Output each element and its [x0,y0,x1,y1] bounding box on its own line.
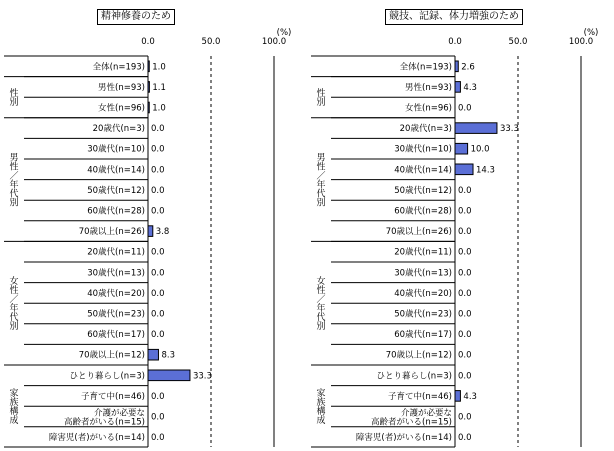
data-label: 0.0 [458,206,472,217]
data-label: 4.3 [463,82,477,93]
group-label: 性別 [314,88,325,107]
axis-tick-label: 100.0 [568,37,594,47]
data-label: 4.3 [463,391,477,402]
category-label: 60歳代(n=17) [87,330,145,341]
bar [455,123,497,134]
axis-tick-label: 0.0 [141,37,155,47]
group-label: 家族構成 [7,388,18,425]
category-label: 子育て中(n=46) [81,391,145,402]
bar [148,226,153,237]
category-label: 介護が必要な [93,408,145,419]
data-label: 33.3 [192,371,212,382]
data-label: 0.0 [458,288,472,299]
data-label: 0.0 [458,227,472,238]
data-label: 0.0 [458,268,472,279]
data-label: 0.0 [458,247,472,258]
data-label: 0.0 [151,268,165,279]
data-label: 1.0 [152,62,166,73]
data-label: 0.0 [458,309,472,320]
category-label: ひとり暮らし(n=3) [376,371,452,382]
bar [148,61,149,72]
data-label: 33.3 [499,124,519,135]
axis-tick-label: 100.0 [261,37,287,47]
data-label: 0.0 [151,433,165,444]
category-label: 20歳代(n=3) [92,124,145,135]
category-label: 30歳代(n=13) [394,268,452,279]
bar [455,391,460,402]
data-label: 0.0 [458,371,472,382]
category-label: 40歳代(n=20) [394,288,452,299]
category-label: 40歳代(n=20) [87,288,145,299]
bar [148,82,149,93]
data-label: 0.0 [151,206,165,217]
axis-tick-label: 50.0 [201,37,221,47]
data-label: 0.0 [151,144,165,155]
category-label: 全体(n=193) [399,62,452,73]
group-label: 性別 [7,88,18,107]
data-label: 0.0 [458,350,472,361]
axis-tick-label: 50.0 [508,37,528,47]
data-label: 0.0 [458,412,472,423]
category-label: 全体(n=193) [92,62,145,73]
category-label: 30歳代(n=13) [87,268,145,279]
axis-tick-label: 0.0 [448,37,462,47]
group-label: 男性／年代別 [7,152,18,207]
bar [148,102,149,113]
data-label: 0.0 [151,124,165,135]
bar [455,164,473,175]
bar [455,143,468,154]
data-label: 14.3 [476,165,495,176]
bar-chart-right [307,0,614,451]
data-label: 0.0 [151,309,165,320]
group-label: 女性／年代別 [7,276,18,331]
category-label: ひとり暮らし(n=3) [69,371,145,382]
category-label: 障害児(者)がいる(n=14) [355,433,452,444]
bar [455,82,460,93]
category-label: 50歳代(n=12) [87,185,145,196]
category-label: 男性(n=93) [405,82,452,93]
category-label: 70歳以上(n=26) [385,227,452,238]
data-label: 0.0 [151,288,165,299]
category-label: 子育て中(n=46) [388,391,452,402]
group-label: 女性／年代別 [314,276,325,331]
category-label: 高齢者がいる(n=15) [64,417,145,428]
category-label: 50歳代(n=23) [87,309,145,320]
category-label: 70歳以上(n=12) [385,350,452,361]
data-label: 0.0 [151,391,165,402]
group-label: 家族構成 [314,388,325,425]
category-label: 60歳代(n=28) [394,206,452,217]
data-label: 3.8 [155,227,170,238]
data-label: 0.0 [458,433,472,444]
bar [148,370,190,381]
category-label: 50歳代(n=12) [394,185,452,196]
data-label: 2.6 [461,62,475,73]
category-label: 20歳代(n=3) [399,124,452,135]
data-label: 8.3 [161,350,175,361]
category-label: 女性(n=96) [405,103,452,114]
bar [455,61,458,72]
category-label: 高齢者がいる(n=15) [371,417,452,428]
data-label: 1.0 [152,103,166,114]
data-label: 10.0 [470,144,490,155]
data-label: 1.1 [152,82,166,93]
data-label: 0.0 [458,185,472,196]
category-label: 女性(n=96) [98,103,145,114]
category-label: 30歳代(n=10) [394,144,452,155]
category-label: 60歳代(n=28) [87,206,145,217]
data-label: 0.0 [151,412,165,423]
category-label: 70歳以上(n=26) [78,227,145,238]
data-label: 0.0 [458,103,472,114]
axis-unit-label: (%) [583,28,599,38]
category-label: 20歳代(n=11) [394,247,452,258]
category-label: 50歳代(n=23) [394,309,452,320]
category-label: 70歳以上(n=12) [78,350,145,361]
axis-unit-label: (%) [276,28,292,38]
chart-title: 精神修養のため [97,9,175,25]
category-label: 男性(n=93) [98,82,145,93]
category-label: 60歳代(n=17) [394,330,452,341]
data-label: 0.0 [151,247,165,258]
category-label: 30歳代(n=10) [87,144,145,155]
category-label: 20歳代(n=11) [87,247,145,258]
data-label: 0.0 [151,165,165,176]
data-label: 0.0 [151,185,165,196]
category-label: 40歳代(n=14) [87,165,145,176]
category-label: 障害児(者)がいる(n=14) [48,433,145,444]
category-label: 介護が必要な [400,408,452,419]
chart-title: 競技、記録、体力増強のため [385,9,523,25]
category-label: 40歳代(n=14) [394,165,452,176]
data-label: 0.0 [458,330,472,341]
bar [148,349,158,360]
data-label: 0.0 [151,330,165,341]
group-label: 男性／年代別 [314,152,325,207]
